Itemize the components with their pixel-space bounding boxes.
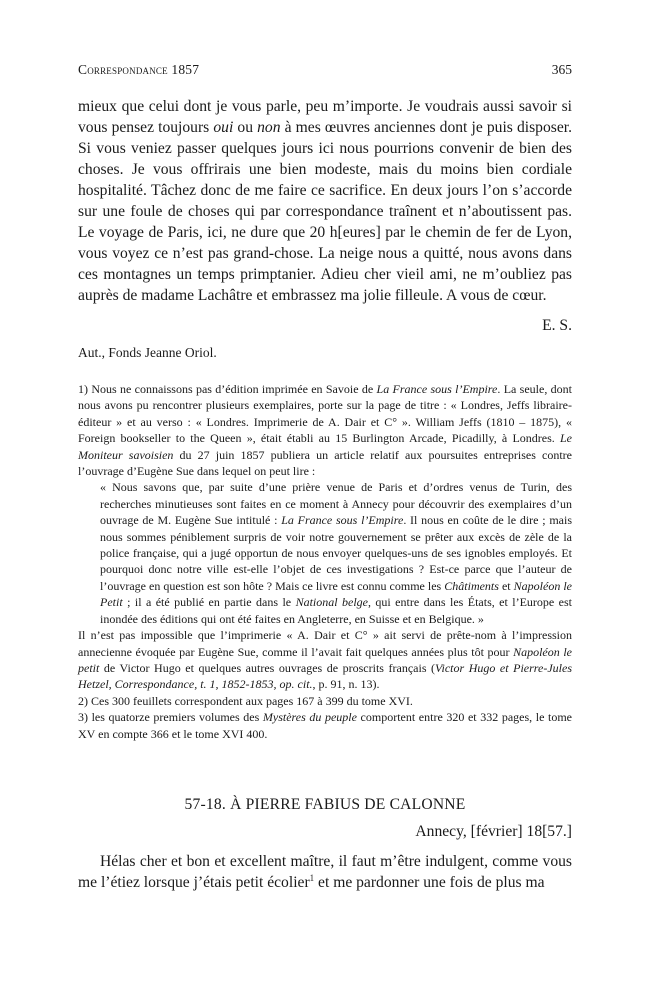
text-run: Il n’est pas impossible que l’imprimerie « A. Dair et C° » ait servi de prête-nom à l’impression annecienne évoquée par Eugène Sue, comme il l’avait fait quelques années plus tôt pour	[78, 628, 572, 659]
text-run: et me pardonner une fois de plus ma	[314, 874, 545, 891]
footnotes	[78, 381, 572, 742]
text-run: 1) Nous ne connaissons pas d’édition imprimée en Savoie de	[78, 382, 377, 396]
text-run: 3) les quatorze premiers volumes des	[78, 710, 263, 725]
italic-run: Le Moniteur savoisien	[78, 431, 572, 462]
text-run: Hélas cher et bon et excellent maître, il faut m’être indulgent, comme vous me l’étiez lorsque j’étais petit écolier	[78, 853, 572, 891]
letter-heading: 57-18. À PIERRE FABIUS DE CALONNE	[184, 796, 466, 813]
text-run: . La seule, dont nous avons pu rencontrer plusieurs exemplaires, porte sur la page de titre : « Londres, Jeffs libraire-éditeur » et au verso : « Londres. Imprimerie de A. Dair et C° ». William Jeffs (1810 – 1875), « Foreign bookseller to the Queen », était établi au 15 Burlington Arcade, Picadilly, à Londres.	[78, 382, 572, 446]
letter-text-bottom	[78, 851, 572, 893]
text-run: ; il a été publié en partie dans le	[122, 595, 296, 610]
text-run: du 27 juin 1857 publiera un article relatif aux poursuites entreprises contre l’ouvrage d’Eugène Sue dans lequel on peut lire :	[78, 447, 572, 479]
letter-paragraph	[78, 851, 572, 893]
text-run: mieux que celui dont je vous parle, peu m’importe. Je voudrais aussi savoir si vous pensez toujours	[78, 98, 572, 136]
text-run: , p. 91, n. 13).	[312, 677, 380, 692]
footnote-marker: 1	[309, 872, 315, 883]
italic-run: Victor Hugo et Pierre-Jules Hetzel, Correspondance, t. 1, 1852-1853, op. cit.	[78, 660, 573, 692]
footnote-quote	[100, 479, 572, 627]
text-run: . Il nous en coûte de le dire ; mais nous sommes péniblement surpris de voir notre gouvernement se prêter aux excès de zèle de la police française, qui a jugé opportun de nous envoyer quelques-uns de ses ignobles employés. Et pourquoi donc notre ville est-elle l’objet de ces investigations ? Est-ce parce que l’auteur de l’ouvrage en question est son hôte ? Mais ce livre est connu comme les	[100, 513, 572, 593]
italic-run: Napoléon le Petit	[100, 578, 573, 610]
italic-run: National belge	[295, 595, 368, 610]
footnote-3	[78, 709, 572, 742]
italic-run: Châtiments	[444, 578, 499, 593]
source-note: Aut., Fonds Jeanne Oriol.	[78, 345, 217, 360]
italic-run: La France sous l’Empire	[376, 382, 498, 396]
letter-paragraph	[78, 96, 572, 306]
footnote-2: 2) Ces 300 feuillets correspondent aux pages 167 à 399 du tome XVI.	[78, 693, 413, 708]
italic-run: La France sous l’Empire	[281, 513, 404, 528]
text-run: et	[498, 578, 514, 593]
place-date: Annecy, [février] 18[57.]	[415, 823, 572, 840]
letter-text-top	[78, 96, 572, 306]
text-run: à mes œuvres anciennes dont je puis disposer. Si vous veniez passer quelques jours ici nous pourrions convenir de bien des choses. Je vous offrirais une bien modeste, mais du moins bien cordiale hospitalité. Tâchez donc de me faire ce sacrifice. En deux jours l’on s’accorde sur une foule de choses qui par correspondance traînent et n’aboutissent pas. Le voyage de Paris, ici, ne dure que 20 h[eures] par le chemin de fer de Lyon, vous voyez ce n’est pas grand-chose. La neige nous a quitté, nous avons dans ces montagnes un temps primptanier. Adieu cher vieil ami, ne m’oubliez pas auprès de madame Lachâtre et embrassez ma jolie filleule. A vous de cœur.	[78, 119, 572, 304]
text-run: , qui entre dans les États, et l’Europe est inondée des éditions qui ont été faites en Angleterre, en Suisse et en Belgique. »	[100, 595, 573, 626]
text-run: « Nous savons que, par suite d’une prière venue de Paris et d’ordres venus de Turin, des recherches minutieuses sont faites en ce moment à Annecy pour découvrir des exemplaires d’un ouvrage de M. Eugène Sue intitulé :	[100, 480, 572, 528]
italic-run: oui	[213, 119, 234, 136]
footnote-1-continued	[78, 627, 572, 693]
italic-run: Napoléon le petit	[78, 644, 572, 675]
italic-run: non	[257, 119, 281, 136]
running-head	[78, 62, 572, 80]
text-run: comportent entre 320 et 332 pages, le tome XV en compte 366 et le tome XVI 400.	[78, 710, 572, 741]
page-number: 365	[551, 62, 572, 77]
text-run: ou	[233, 119, 258, 136]
italic-run: Mystères du peuple	[262, 710, 357, 725]
footnote-1	[78, 381, 572, 479]
running-title: Correspondance 1857	[78, 62, 200, 77]
signature: E. S.	[542, 317, 572, 334]
text-run: de Victor Hugo et quelques autres ouvrages de proscrits français (	[99, 660, 436, 675]
